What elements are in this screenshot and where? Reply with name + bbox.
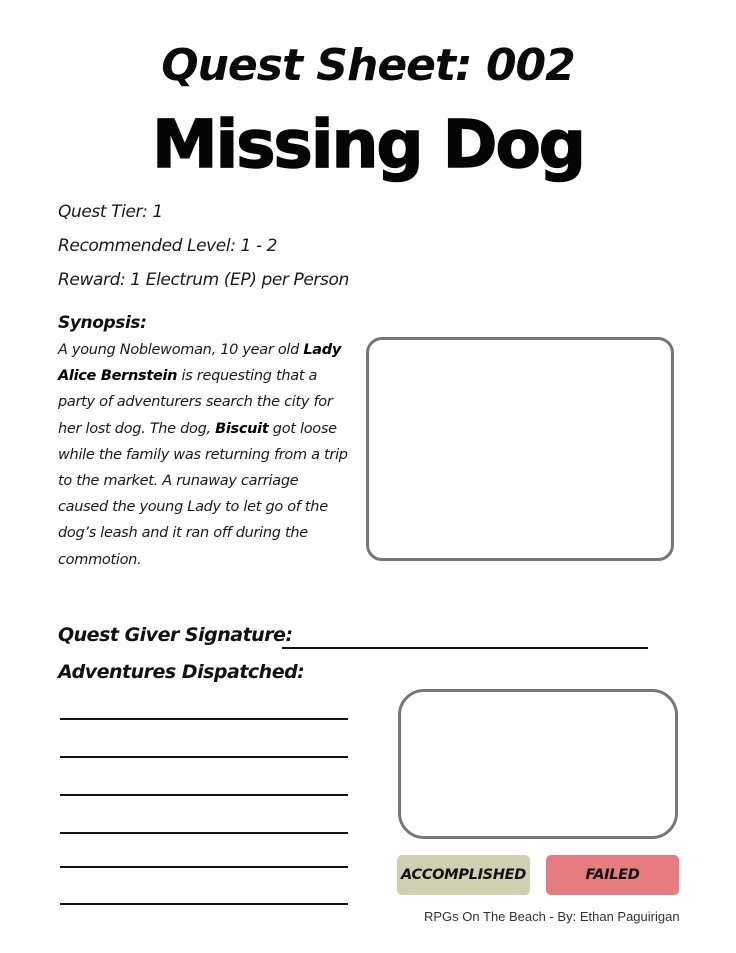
adventurers-dispatched-label: Adventures Dispatched: [58,661,305,683]
adventurer-line[interactable] [60,903,348,905]
adventurer-line[interactable] [60,794,348,796]
image-placeholder-frame [366,337,674,561]
sheet-title: Quest Sheet: 002 [161,40,575,91]
accomplished-button[interactable]: ACCOMPLISHED [397,855,530,895]
signature-line[interactable] [282,647,648,649]
result-notes-frame [398,689,678,839]
synopsis-text-1: A young Noblewoman, 10 year old [58,342,304,358]
quest-name: Missing Dog [151,106,585,183]
synopsis-body [58,337,350,573]
synopsis-name-dog: Biscuit [215,420,269,437]
synopsis-text-2: is requesting that a party of adventurers search the city for her lost dog. The dog, [58,368,333,437]
synopsis-name-lady: Lady Alice Bernstein [58,342,341,385]
failed-button[interactable]: FAILED [546,855,679,895]
signature-label: Quest Giver Signature: [58,624,293,646]
adventurer-line[interactable] [60,832,348,834]
recommended-level: Recommended Level: 1 - 2 [58,236,278,256]
reward: Reward: 1 Electrum (EP) per Person [58,270,349,290]
footer-credit: RPGs On The Beach - By: Ethan Paguirigan [424,909,680,924]
synopsis-heading: Synopsis: [58,313,147,333]
synopsis-text-3: got loose while the family was returning from a trip to the market. A runaway carriage caused the young Lady to let go of the dog’s leash and it ran off during the commotion. [58,420,348,568]
quest-tier: Quest Tier: 1 [58,202,163,222]
adventurer-line[interactable] [60,866,348,868]
adventurer-line[interactable] [60,756,348,758]
adventurer-line[interactable] [60,718,348,720]
